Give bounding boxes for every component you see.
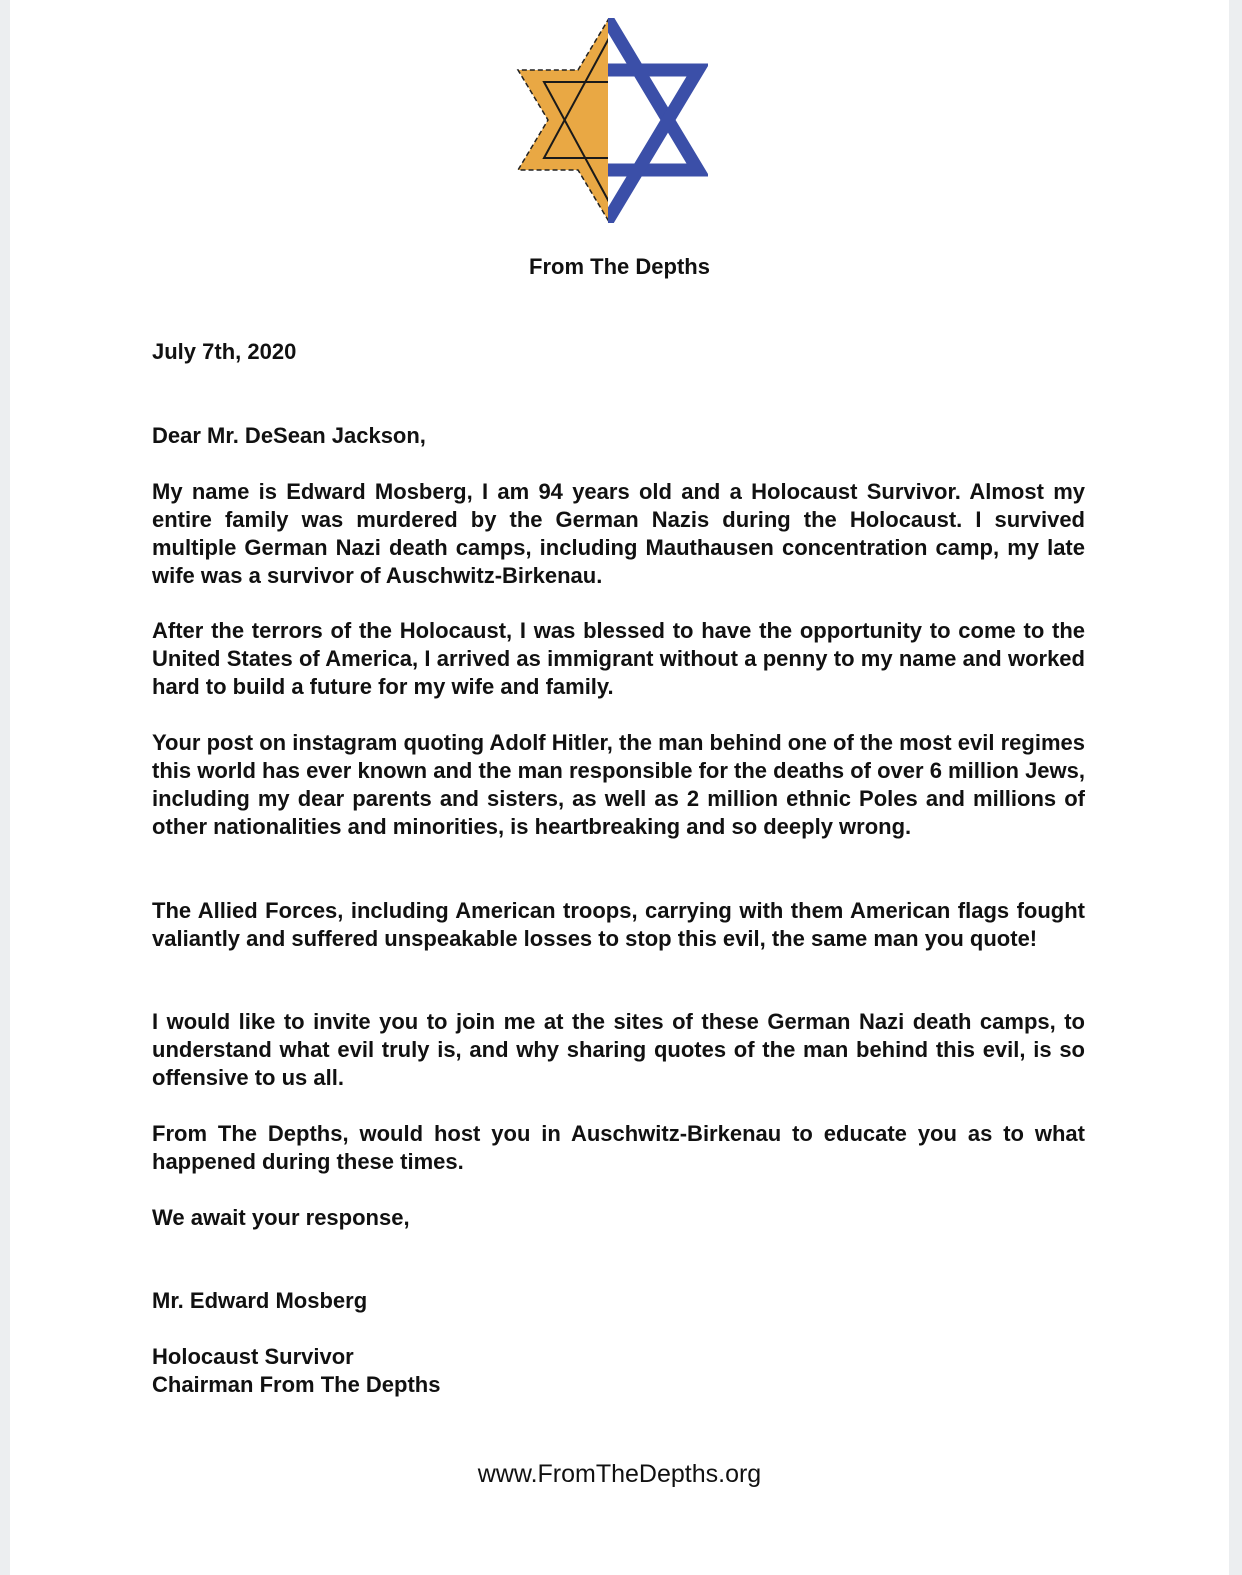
website-url[interactable]: www.FromTheDepths.org	[477, 1460, 762, 1488]
paragraph-3: Your post on instagram quoting Adolf Hitler, the man behind one of the most evil regimes this world has ever known and the man responsible for the deaths of over 6 million Jews, including my dear parents and sisters, as well as 2 million ethnic Poles and millions of other nationalities and minorities, is heartbreaking and so deeply wrong.	[152, 730, 1085, 839]
paragraph-5: I would like to invite you to join me at the sites of these German Nazi death camps, to understand what evil truly is, and why sharing quotes of the man behind this evil, is so offensive to us all.	[152, 1009, 1085, 1090]
paragraph-4: The Allied Forces, including American troops, carrying with them American flags fought valiantly and suffered unspeakable losses to stop this evil, the same man you quote!	[152, 898, 1085, 951]
signer-name: Mr. Edward Mosberg	[152, 1288, 368, 1313]
signer-title-survivor: Holocaust Survivor	[152, 1344, 354, 1369]
paragraph-6: From The Depths, would host you in Auschwitz-Birkenau to educate you as to what happened during these times.	[152, 1121, 1085, 1174]
organization-title: From The Depths	[529, 254, 710, 279]
signer-titles	[152, 1343, 1085, 1399]
letter-page	[10, 0, 1229, 1575]
letter-salutation: Dear Mr. DeSean Jackson,	[152, 423, 426, 448]
paragraph-1: My name is Edward Mosberg, I am 94 years old and a Holocaust Survivor. Almost my entire family was murdered by the German Nazis during the Holocaust. I survived multiple German Nazi death camps, including Mauthausen concentration camp, my late wife was a survivor of Auschwitz-Birkenau.	[152, 479, 1085, 588]
paragraph-2: After the terrors of the Holocaust, I was blessed to have the opportunity to come to the United States of America, I arrived as immigrant without a penny to my name and worked hard to build a future for my wife and family.	[152, 618, 1085, 699]
letter-closing: We await your response,	[152, 1205, 410, 1230]
letter-date: July 7th, 2020	[152, 339, 297, 364]
star-of-david-icon	[508, 18, 708, 223]
signer-title-chairman: Chairman From The Depths	[152, 1372, 441, 1397]
